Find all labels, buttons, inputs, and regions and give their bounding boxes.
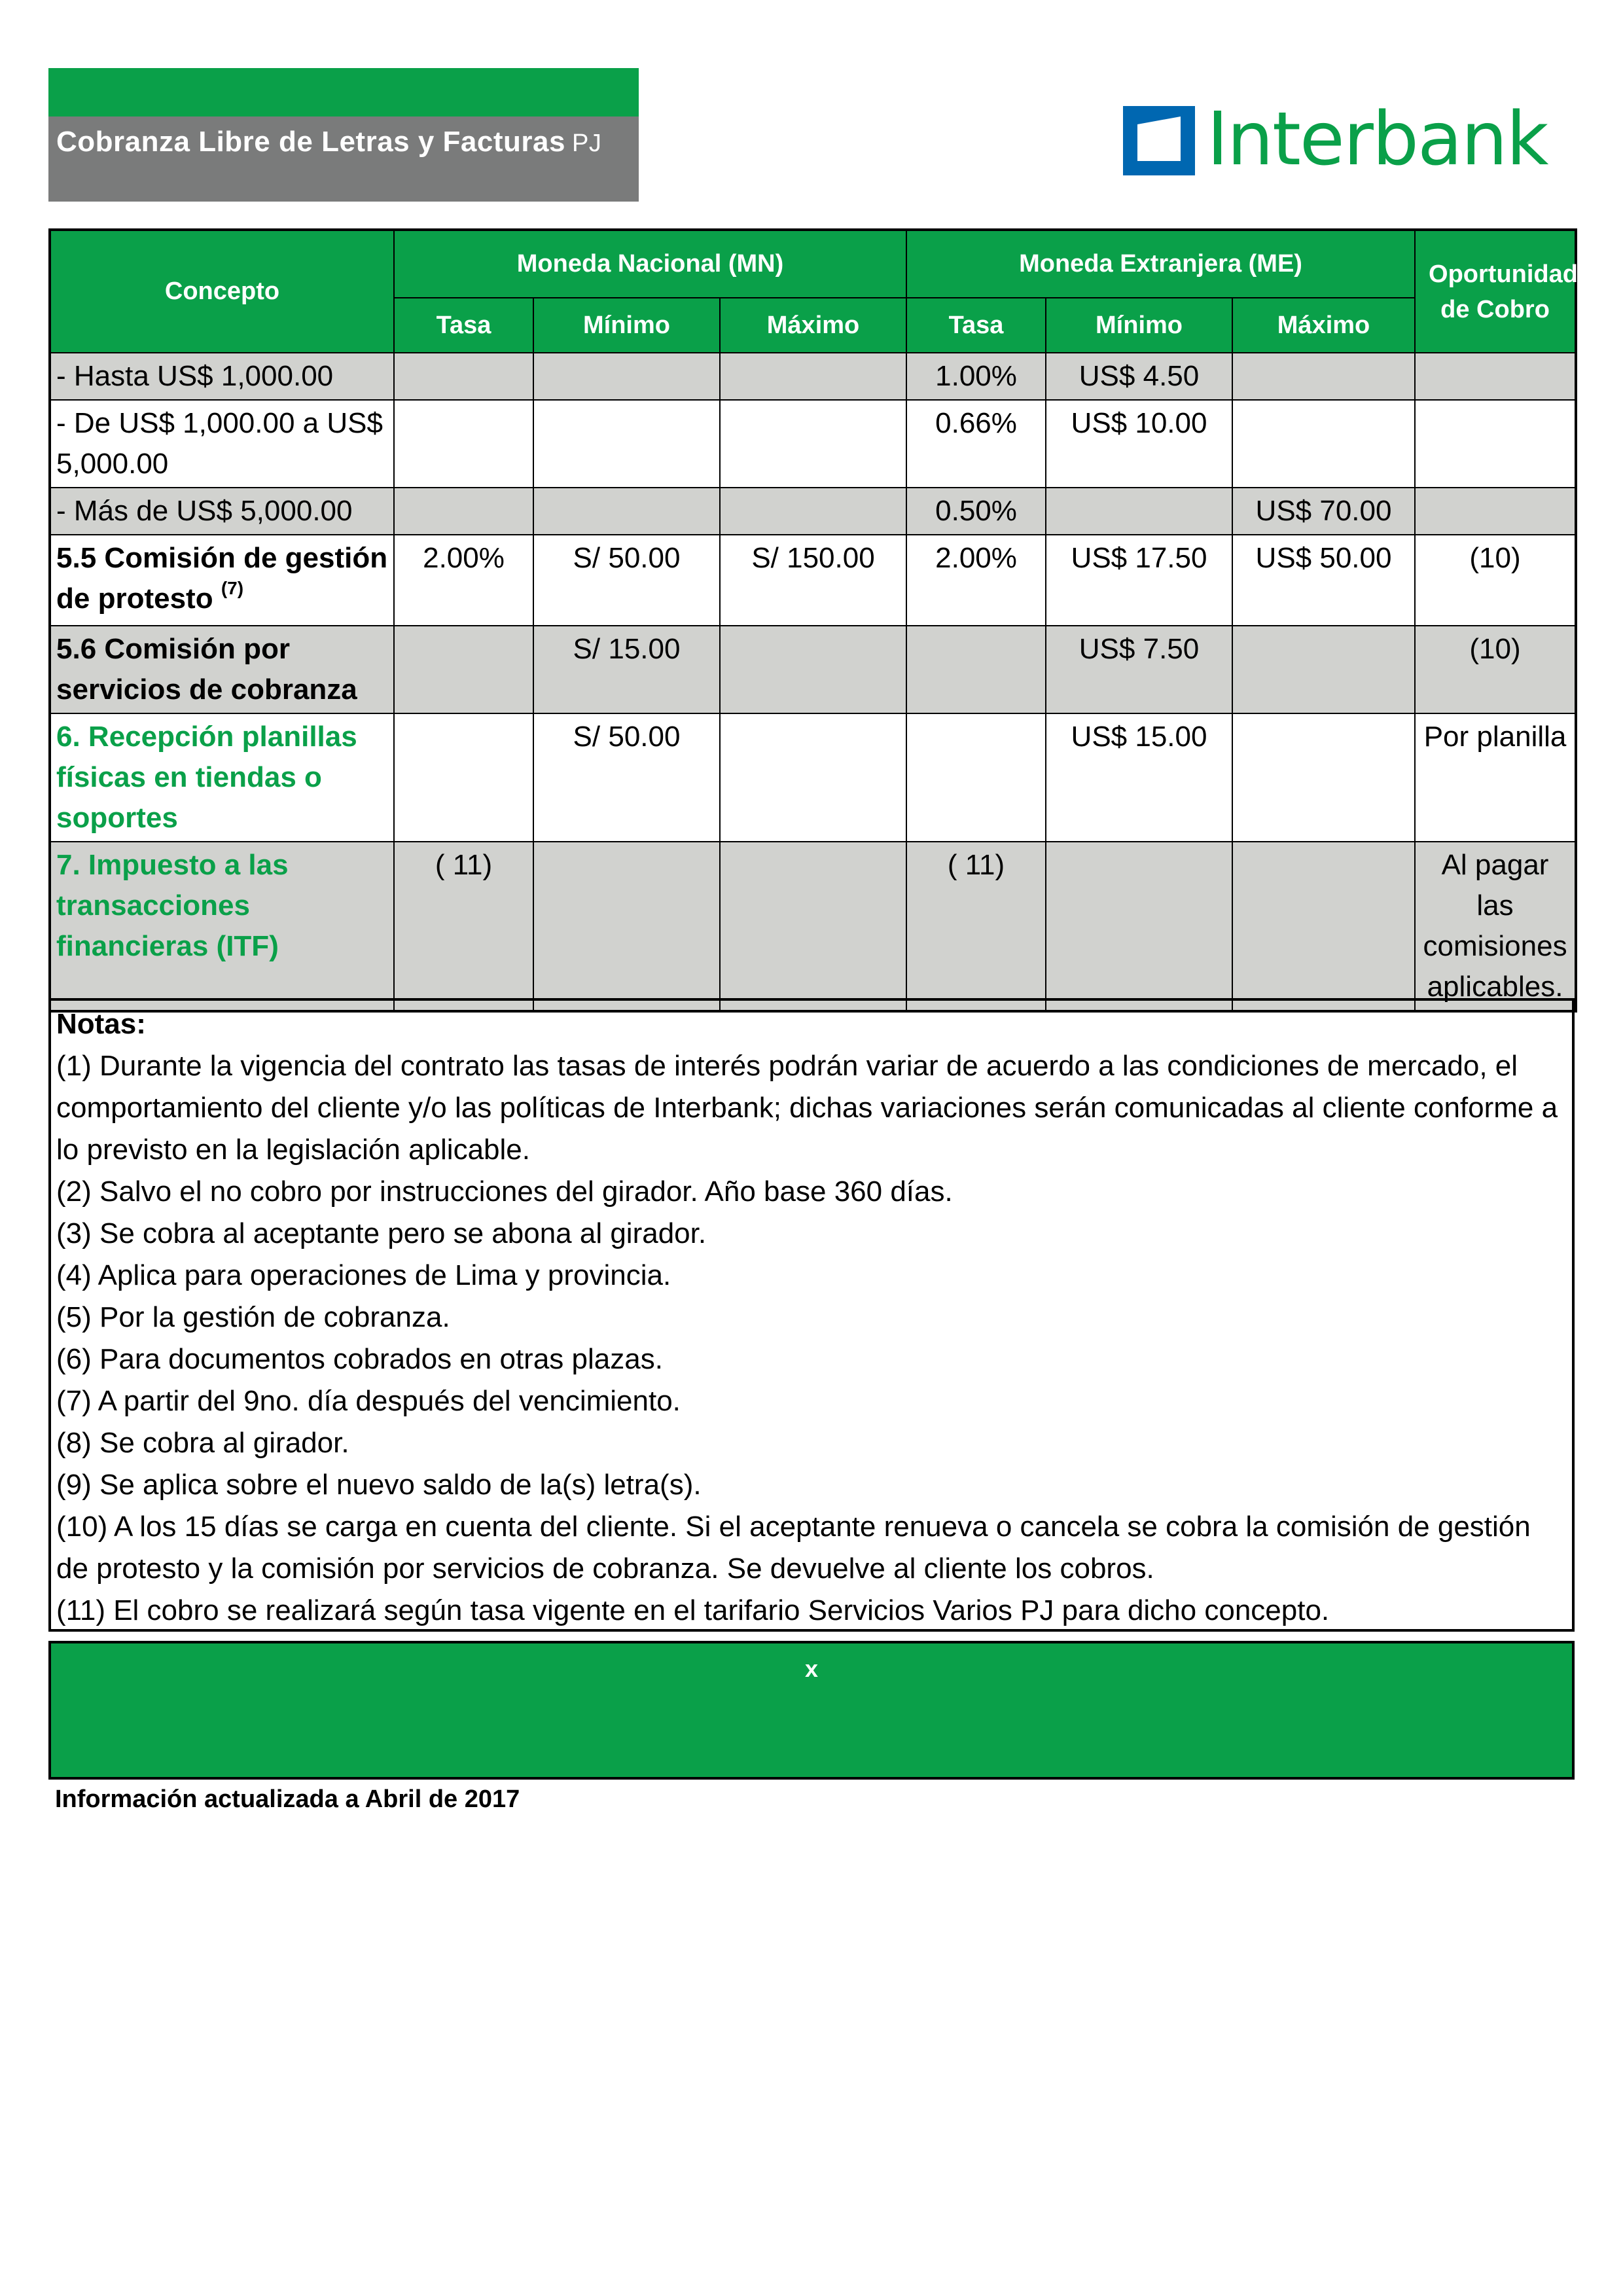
cell-mn-max [720,400,906,488]
cell-mn-tasa [394,488,533,535]
cell-mn-max [720,713,906,842]
cell-mn-max [720,626,906,713]
header-me-maximo: Máximo [1232,298,1415,353]
note-item: (5) Por la gestión de cobranza. [56,1301,450,1333]
cell-me-max [1232,713,1415,842]
cell-oportunidad: (10) [1415,626,1576,713]
cell-me-max [1232,842,1415,1011]
cell-me-min [1046,488,1232,535]
cell-oportunidad [1415,353,1576,400]
cell-me-tasa: ( 11) [906,842,1046,1011]
notes-box [48,998,1575,1632]
row-concept: - Hasta US$ 1,000.00 [50,353,394,400]
note-item: (10) A los 15 días se carga en cuenta del cliente. Si el aceptante renueva o cancela se cobra la comisión de gestión de protesto y la comisión por servicios de cobranza. Se devuelve al cliente los cobros. [56,1511,1531,1585]
cell-me-min: US$ 17.50 [1046,535,1232,626]
header-oportunidad: Oportunidad de Cobro [1415,230,1576,353]
cell-oportunidad [1415,400,1576,488]
bottom-green-box [48,1641,1575,1780]
header-green-band [48,68,639,117]
note-item: (7) A partir del 9no. día después del vencimiento. [56,1385,681,1417]
header-mn-minimo: Mínimo [533,298,720,353]
header-concepto: Concepto [50,230,394,353]
updated-date: Información actualizada a Abril de 2017 [55,1785,520,1813]
table-row [50,535,1576,626]
cell-me-max [1232,400,1415,488]
cell-mn-min: S/ 50.00 [533,535,720,626]
document-title [48,117,639,202]
cell-me-tasa: 2.00% [906,535,1046,626]
cell-mn-tasa: ( 11) [394,842,533,1011]
table-row [50,713,1576,842]
header-moneda-extranjera: Moneda Extranjera (ME) [906,230,1415,298]
concept-footnote: (7) [221,578,244,598]
row-concept: - De US$ 1,000.00 a US$ 5,000.00 [50,400,394,488]
cell-me-max [1232,353,1415,400]
bottom-box-text: x [804,1655,819,1682]
cell-mn-min [533,842,720,1011]
cell-me-min: US$ 10.00 [1046,400,1232,488]
tariff-table [48,228,1577,1013]
table-row [50,488,1576,535]
cell-me-tasa: 0.50% [906,488,1046,535]
cell-mn-tasa [394,400,533,488]
cell-mn-max: S/ 150.00 [720,535,906,626]
note-item: (9) Se aplica sobre el nuevo saldo de la(s) letra(s). [56,1469,702,1501]
cell-me-min [1046,842,1232,1011]
cell-me-max: US$ 70.00 [1232,488,1415,535]
cell-mn-min: S/ 15.00 [533,626,720,713]
cell-mn-min [533,488,720,535]
cell-me-min: US$ 7.50 [1046,626,1232,713]
cell-mn-max [720,488,906,535]
table-row [50,842,1576,1011]
table-row [50,400,1576,488]
cell-mn-min [533,353,720,400]
cell-me-tasa: 1.00% [906,353,1046,400]
cell-mn-tasa [394,713,533,842]
row-concept: 5.6 Comisión por servicios de cobranza [50,626,394,713]
cell-me-max: US$ 50.00 [1232,535,1415,626]
header-mn-maximo: Máximo [720,298,906,353]
note-item: (4) Aplica para operaciones de Lima y provincia. [56,1259,671,1291]
cell-me-min: US$ 4.50 [1046,353,1232,400]
notes-title: Notas: [56,1008,146,1040]
cell-mn-max [720,353,906,400]
cell-mn-tasa [394,353,533,400]
cell-mn-tasa [394,626,533,713]
header-mn-tasa: Tasa [394,298,533,353]
cell-me-tasa: 0.66% [906,400,1046,488]
note-item: (8) Se cobra al girador. [56,1427,349,1459]
table-row [50,353,1576,400]
cell-oportunidad: (10) [1415,535,1576,626]
cell-me-tasa [906,626,1046,713]
header-moneda-nacional: Moneda Nacional (MN) [394,230,906,298]
cell-mn-min [533,400,720,488]
title-text: Cobranza Libre de Letras y Facturas [56,126,565,158]
cell-mn-tasa: 2.00% [394,535,533,626]
cell-oportunidad: Por planilla [1415,713,1576,842]
row-concept: 7. Impuesto a las transacciones financieras (ITF) [50,842,394,1011]
logo-text: Interbank [1207,97,1548,182]
title-suffix: PJ [571,130,602,157]
note-item: (1) Durante la vigencia del contrato las tasas de interés podrán variar de acuerdo a las condiciones de mercado, el comportamiento del cliente y/o las políticas de Interbank; dichas variaciones serán comunicadas al cliente conforme a lo previsto en la legislación aplicable. [56,1050,1558,1166]
interbank-logo [1123,97,1548,182]
header-me-tasa: Tasa [906,298,1046,353]
concept-text: 5.5 Comisión de gestión de protesto [56,542,388,615]
row-concept: - Más de US$ 5,000.00 [50,488,394,535]
table-row [50,626,1576,713]
cell-me-tasa [906,713,1046,842]
cell-me-min: US$ 15.00 [1046,713,1232,842]
interbank-logo-icon [1123,106,1195,175]
cell-mn-max [720,842,906,1011]
note-item: (11) El cobro se realizará según tasa vigente en el tarifario Servicios Varios PJ para dicho concepto. [56,1594,1330,1626]
cell-mn-min: S/ 50.00 [533,713,720,842]
row-concept: 6. Recepción planillas físicas en tiendas o soportes [50,713,394,842]
header-me-minimo: Mínimo [1046,298,1232,353]
note-item: (2) Salvo el no cobro por instrucciones del girador. Año base 360 días. [56,1175,953,1208]
cell-oportunidad: Al pagar las comisiones aplicables. [1415,842,1576,1011]
note-item: (3) Se cobra al aceptante pero se abona al girador. [56,1217,707,1249]
cell-me-max [1232,626,1415,713]
row-concept [50,535,394,626]
cell-oportunidad [1415,488,1576,535]
note-item: (6) Para documentos cobrados en otras plazas. [56,1343,663,1375]
